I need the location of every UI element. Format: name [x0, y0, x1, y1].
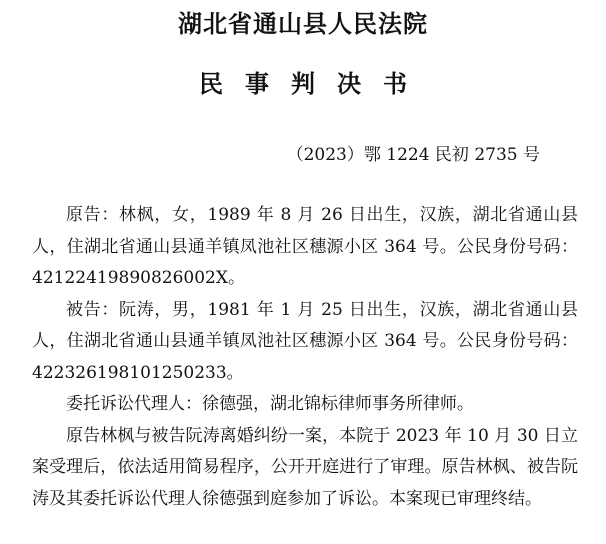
plaintiff-paragraph: 原告：林枫，女，1989 年 8 月 26 日出生，汉族，湖北省通山县人，住湖北省通山县通羊镇凤池社区穗源小区 364 号。公民身份号码：42122419890826002X。: [32, 205, 578, 288]
case-number: （2023）鄂 1224 民初 2735 号: [286, 145, 540, 165]
defendant-paragraph: 被告：阮涛，男，1981 年 1 月 25 日出生，汉族，湖北省通山县人，住湖北省通山县通羊镇凤池社区穗源小区 364 号。公民身份号码：422326198101250233。: [32, 299, 578, 383]
agent-paragraph: 委托诉讼代理人：徐德强，湖北锦标律师事务所律师。: [66, 394, 474, 414]
document-title: 民事判决书: [199, 70, 429, 98]
court-name: 湖北省通山县人民法院: [178, 10, 428, 38]
case-summary-paragraph: 原告林枫与被告阮涛离婚纠纷一案，本院于 2023 年 10 月 30 日立案受理后，依法适用简易程序，公开开庭进行了审理。原告林枫、被告阮涛及其委托诉讼代理人徐德强到庭参加了诉讼。本案现已审理终结。: [32, 425, 578, 509]
judgment-body: [32, 200, 578, 515]
